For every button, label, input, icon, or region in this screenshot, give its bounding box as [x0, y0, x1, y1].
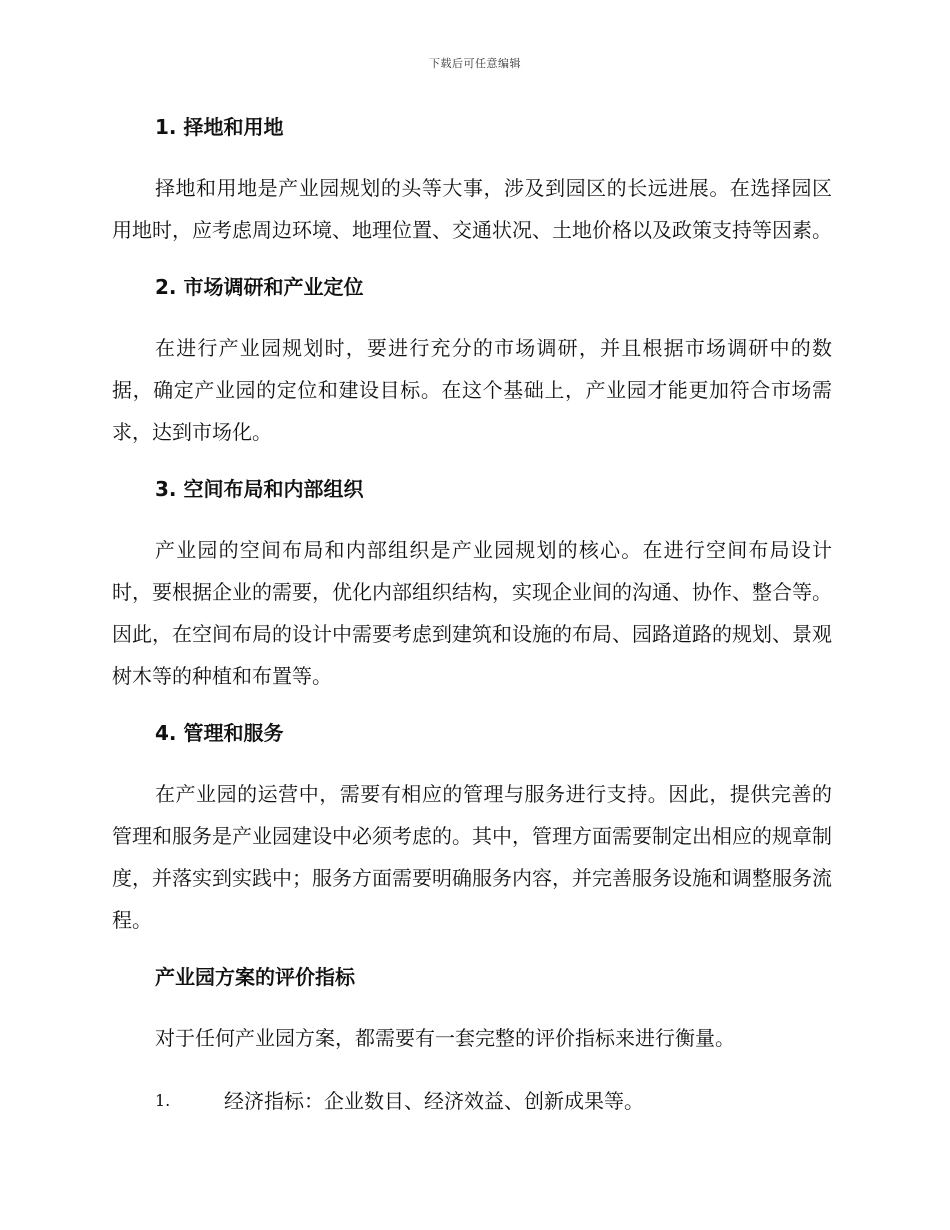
- list-item: [112, 1080, 832, 1122]
- section-4: [112, 718, 832, 941]
- section-paragraph: 在产业园的运营中，需要有相应的管理与服务进行支持。因此，提供完善的管理和服务是产业园建设中必须考虑的。其中，管理方面需要制定出相应的规章制度，并落实到实践中；服务方面需要明确服务内容，并完善服务设施和调整服务流程。: [112, 782, 832, 932]
- section-heading: 产业园方案的评价指标: [155, 965, 355, 989]
- section-heading: 1. 择地和用地: [155, 115, 284, 139]
- section-heading: 2. 市场调研和产业定位: [155, 275, 364, 299]
- document-body: [112, 112, 832, 1122]
- section-2: [112, 272, 832, 453]
- list-item-text: 经济指标：企业数目、经济效益、创新成果等。: [224, 1089, 644, 1113]
- page-header: 下载后可任意编辑: [429, 57, 521, 70]
- section-heading: 4. 管理和服务: [155, 721, 284, 745]
- section-3: [112, 474, 832, 697]
- evaluation-section: [112, 962, 832, 1122]
- section-paragraph: 在进行产业园规划时，要进行充分的市场调研，并且根据市场调研中的数据，确定产业园的定位和建设目标。在这个基础上，产业园才能更加符合市场需求，达到市场化。: [112, 336, 832, 444]
- list-item-number: 1.: [155, 1091, 171, 1110]
- section-1: [112, 112, 832, 251]
- section-paragraph: 择地和用地是产业园规划的头等大事，涉及到园区的长远进展。在选择园区用地时，应考虑周边环境、地理位置、交通状况、土地价格以及政策支持等因素。: [112, 176, 832, 242]
- section-paragraph: 对于任何产业园方案，都需要有一套完整的评价指标来进行衡量。: [155, 1026, 735, 1050]
- section-paragraph: 产业园的空间布局和内部组织是产业园规划的核心。在进行空间布局设计时，要根据企业的需要，优化内部组织结构，实现企业间的沟通、协作、整合等。因此，在空间布局的设计中需要考虑到建筑和设施的布局、园路道路的规划、景观树木等的种植和布置等。: [112, 538, 832, 688]
- section-heading: 3. 空间布局和内部组织: [155, 477, 364, 501]
